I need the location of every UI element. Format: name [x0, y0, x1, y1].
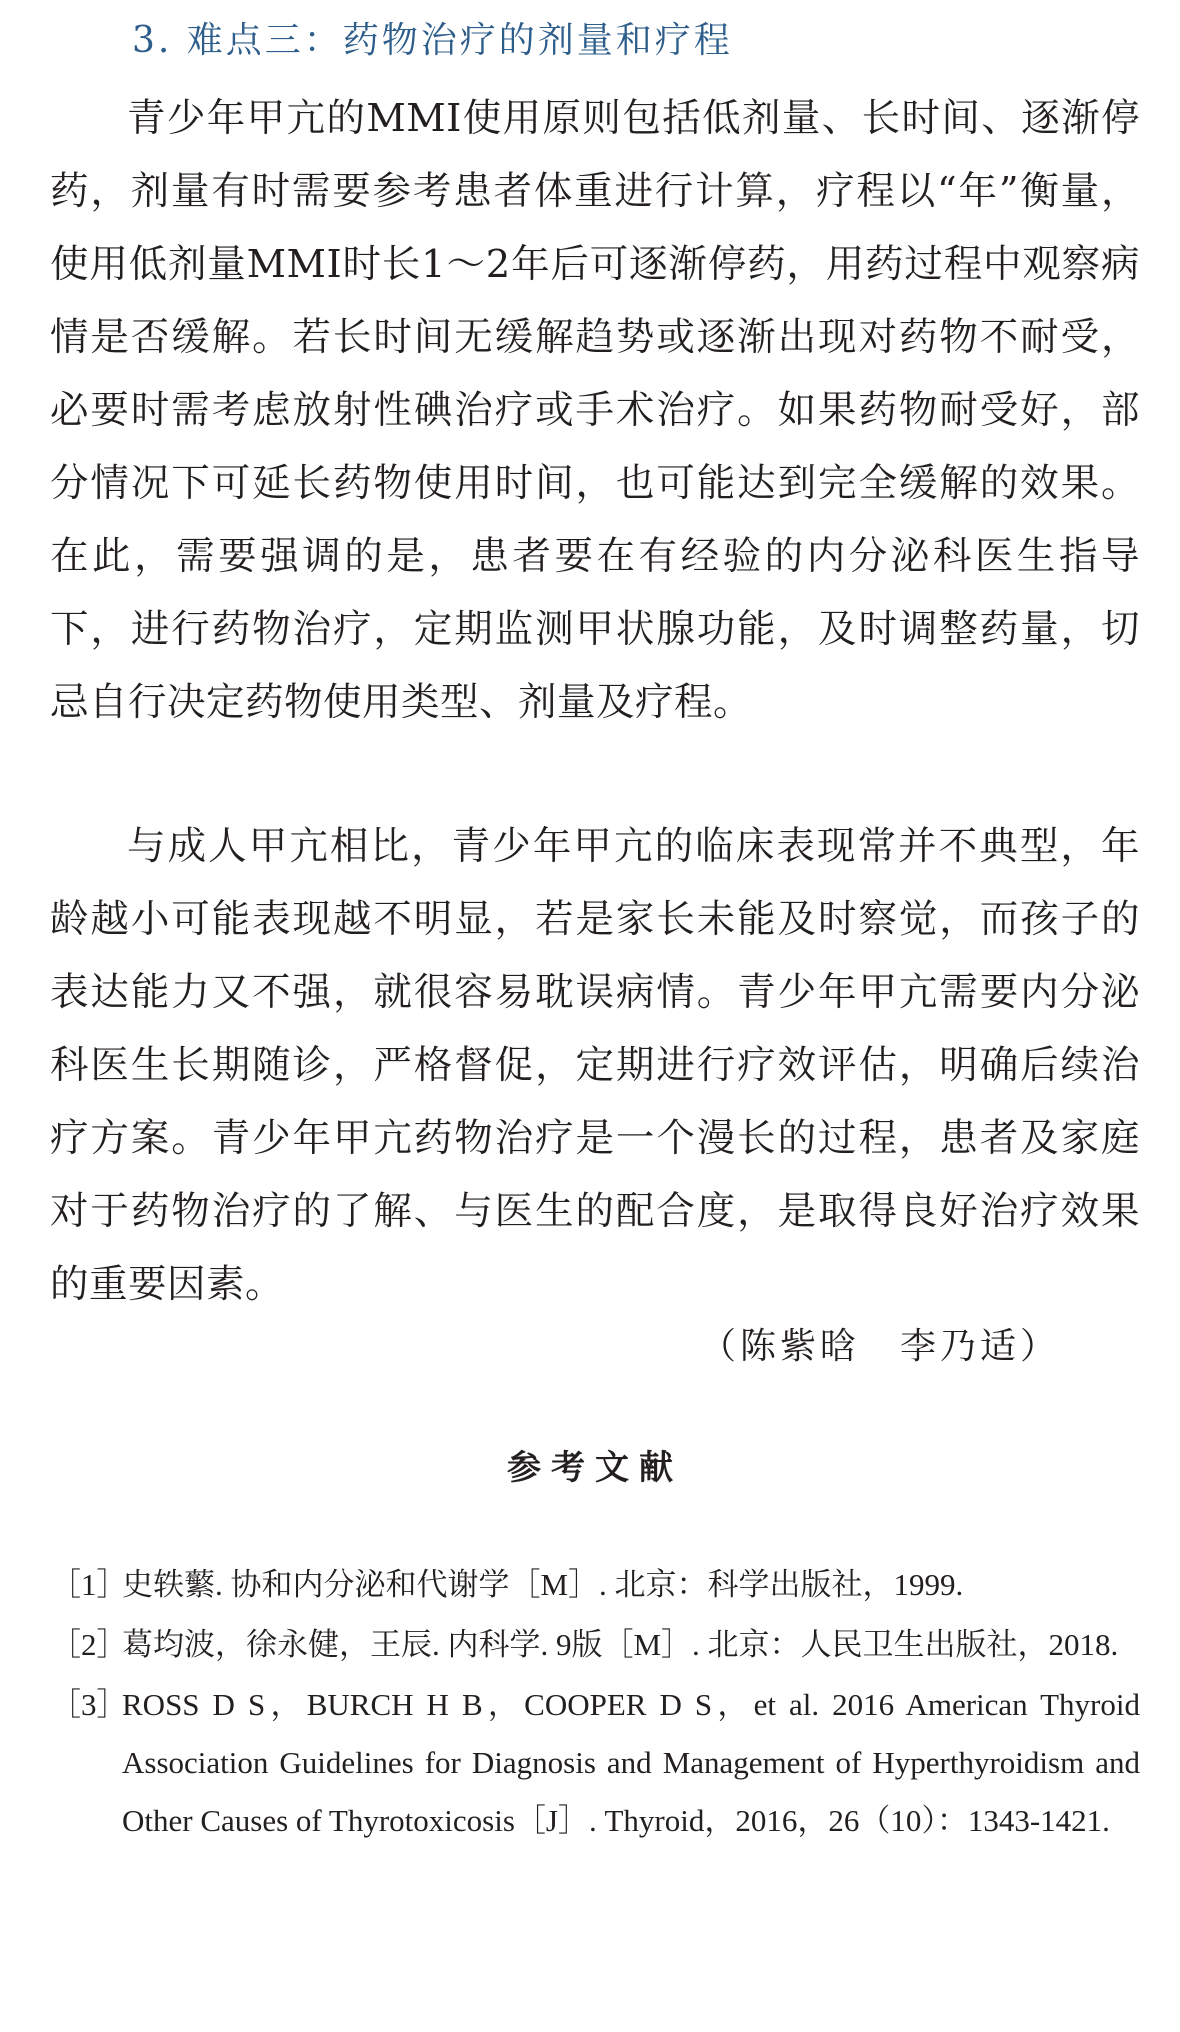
reference-number: ［1］ — [50, 1567, 128, 1602]
author-line: （陈紫晗 李乃适） — [699, 1326, 1060, 1367]
references-list — [50, 1556, 1140, 1852]
reference-item — [50, 1616, 1140, 1674]
body-paragraph-2: 与成人甲亢相比，青少年甲亢的临床表现常并不典型，年龄越小可能表现越不明显，若是家长未能及时察觉，而孩子的表达能力又不强，就很容易耽误病情。青少年甲亢需要内分泌科医生长期随诊，严格督促，定期进行疗效评估，明确后续治疗方案。青少年甲亢药物治疗是一个漫长的过程，患者及家庭对于药物治疗的了解、与医生的配合度，是取得良好治疗效果的重要因素。 — [50, 824, 1140, 1307]
references-title: 参考文献 — [507, 1448, 683, 1488]
body-paragraph-1: 青少年甲亢的MMI使用原则包括低剂量、长时间、逐渐停药，剂量有时需要参考患者体重进行计算，疗程以“年”衡量，使用低剂量MMI时长1～2年后可逐渐停药，用药过程中观察病情是否缓解。若长时间无缓解趋势或逐渐出现对药物不耐受，必要时需考虑放射性碘治疗或手术治疗。如果药物耐受好，部分情况下可延长药物使用时间，也可能达到完全缓解的效果。在此，需要强调的是，患者要在有经验的内分泌科医生指导下，进行药物治疗，定期监测甲状腺功能，及时调整药量，切忌自行决定药物使用类型、剂量及疗程。 — [50, 96, 1140, 725]
reference-item — [50, 1556, 1140, 1614]
reference-text: 史轶蘩. 协和内分泌和代谢学［M］. 北京：科学出版社，1999. — [122, 1567, 964, 1602]
section-heading: 3. 难点三：药物治疗的剂量和疗程 — [132, 20, 733, 61]
reference-item — [50, 1676, 1140, 1850]
reference-text: 葛均波，徐永健，王辰. 内科学. 9版［M］. 北京：人民卫生出版社，2018. — [122, 1627, 1119, 1662]
reference-number: ［2］ — [50, 1627, 128, 1662]
reference-number: ［3］ — [50, 1687, 128, 1722]
reference-text: ROSS D S，BURCH H B，COOPER D S，et al. 2016 American Thyroid Association Guidelines for Diagnosis and Management of Hyperthyroidism and Other Causes of Thyrotoxicosis［J］. Thyroid，2016，26（10）：1343-1421. — [122, 1687, 1140, 1838]
